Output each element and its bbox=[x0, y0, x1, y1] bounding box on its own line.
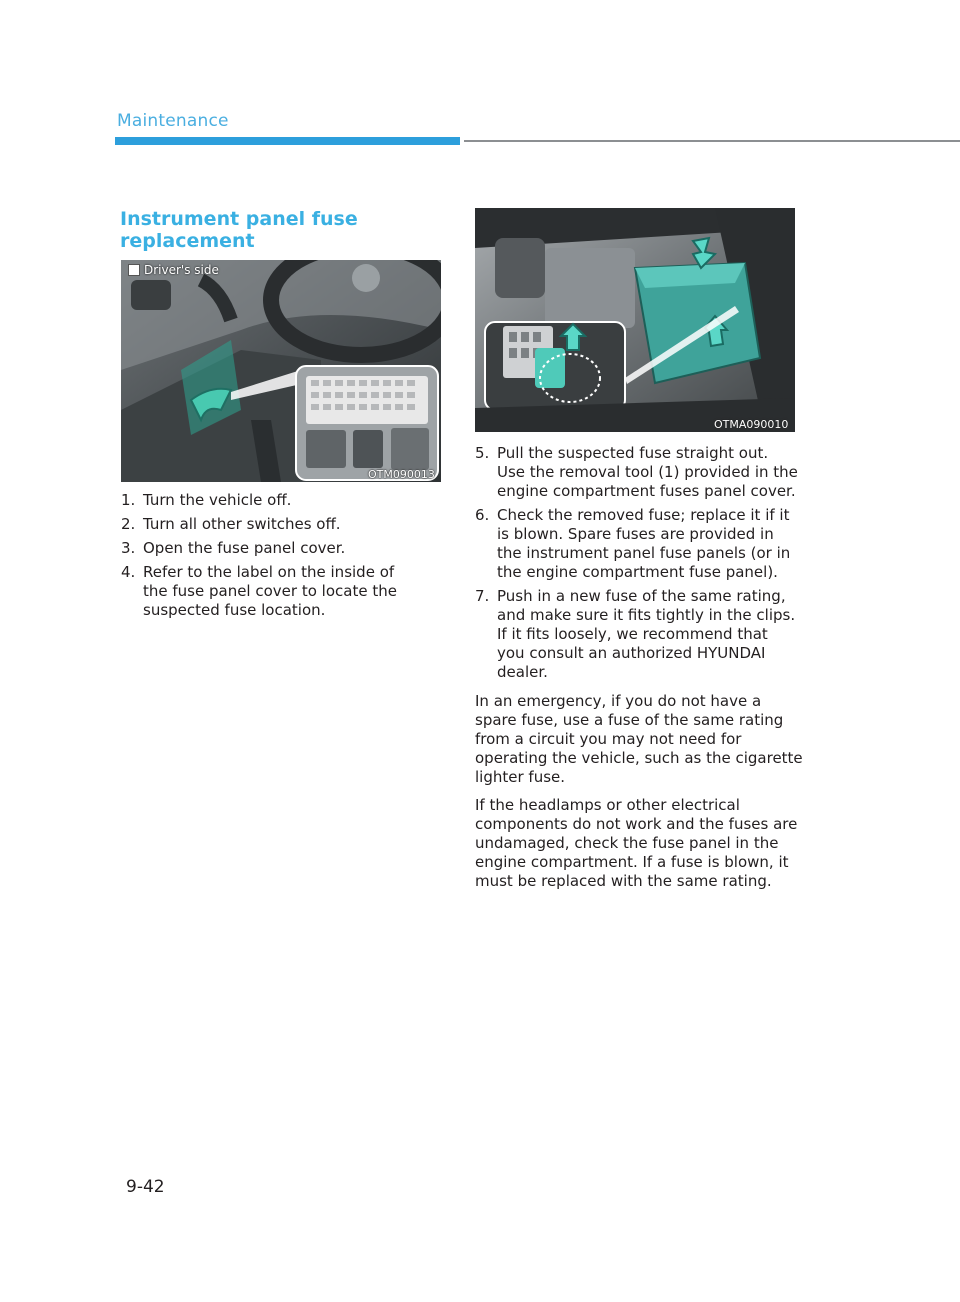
step-number: 4. bbox=[121, 563, 136, 581]
square-bullet-icon bbox=[128, 264, 140, 276]
step-text: Turn all other switches off. bbox=[143, 515, 341, 533]
step-item bbox=[475, 506, 800, 582]
engine-fuse-box-photo bbox=[475, 208, 795, 432]
step-number: 6. bbox=[475, 506, 490, 524]
step-number: 7. bbox=[475, 587, 490, 605]
step-item bbox=[475, 444, 800, 501]
dashboard-illustration bbox=[121, 260, 441, 482]
driver-side-fuse-photo bbox=[121, 260, 441, 482]
step-number: 2. bbox=[121, 515, 136, 533]
page-number: 9-42 bbox=[126, 1177, 165, 1197]
figure-tag-label: Driver's side bbox=[144, 263, 219, 277]
step-item bbox=[121, 491, 441, 510]
engine-bay-illustration bbox=[475, 208, 795, 432]
header-rule-gray bbox=[464, 140, 960, 142]
step-number: 3. bbox=[121, 539, 136, 557]
figure-tag bbox=[128, 263, 219, 277]
header-rule-blue bbox=[115, 137, 460, 145]
step-item bbox=[121, 515, 441, 534]
section-heading: Instrument panel fuse replacement bbox=[120, 208, 358, 252]
step-item bbox=[121, 539, 441, 558]
step-item bbox=[121, 563, 408, 620]
step-number: 1. bbox=[121, 491, 136, 509]
steps-list-left bbox=[121, 491, 441, 625]
step-text: Push in a new fuse of the same rating, and make sure it fits tightly in the clips. If it fits loosely, we recommend that you consult an authorized HYUNDAI dealer. bbox=[497, 587, 796, 681]
headlamp-paragraph: If the headlamps or other electrical components do not work and the fuses are undamaged, check the fuse panel in the engine compartment. If a fuse is blown, it must be replaced with the same rating. bbox=[475, 796, 798, 890]
step-text: Turn the vehicle off. bbox=[143, 491, 292, 509]
step-text: Refer to the label on the inside of the fuse panel cover to locate the suspected fuse location. bbox=[143, 563, 397, 619]
steps-list-right bbox=[475, 444, 800, 687]
section-label: Maintenance bbox=[117, 111, 229, 131]
step-text: Pull the suspected fuse straight out. Use the removal tool (1) provided in the engine compartment fuses panel cover. bbox=[497, 444, 798, 500]
step-number: 5. bbox=[475, 444, 490, 462]
step-text: Check the removed fuse; replace it if it is blown. Spare fuses are provided in the instrument panel fuse panels (or in the engine compartment fuse panel). bbox=[497, 506, 791, 581]
step-item bbox=[475, 587, 800, 682]
figure-code-right: OTMA090010 bbox=[714, 418, 789, 431]
emergency-paragraph: In an emergency, if you do not have a spare fuse, use a fuse of the same rating from a circuit you may not need for operating the vehicle, such as the cigarette lighter fuse. bbox=[475, 692, 803, 786]
figure-code-left: OTM090013 bbox=[368, 468, 435, 481]
step-text: Open the fuse panel cover. bbox=[143, 539, 346, 557]
